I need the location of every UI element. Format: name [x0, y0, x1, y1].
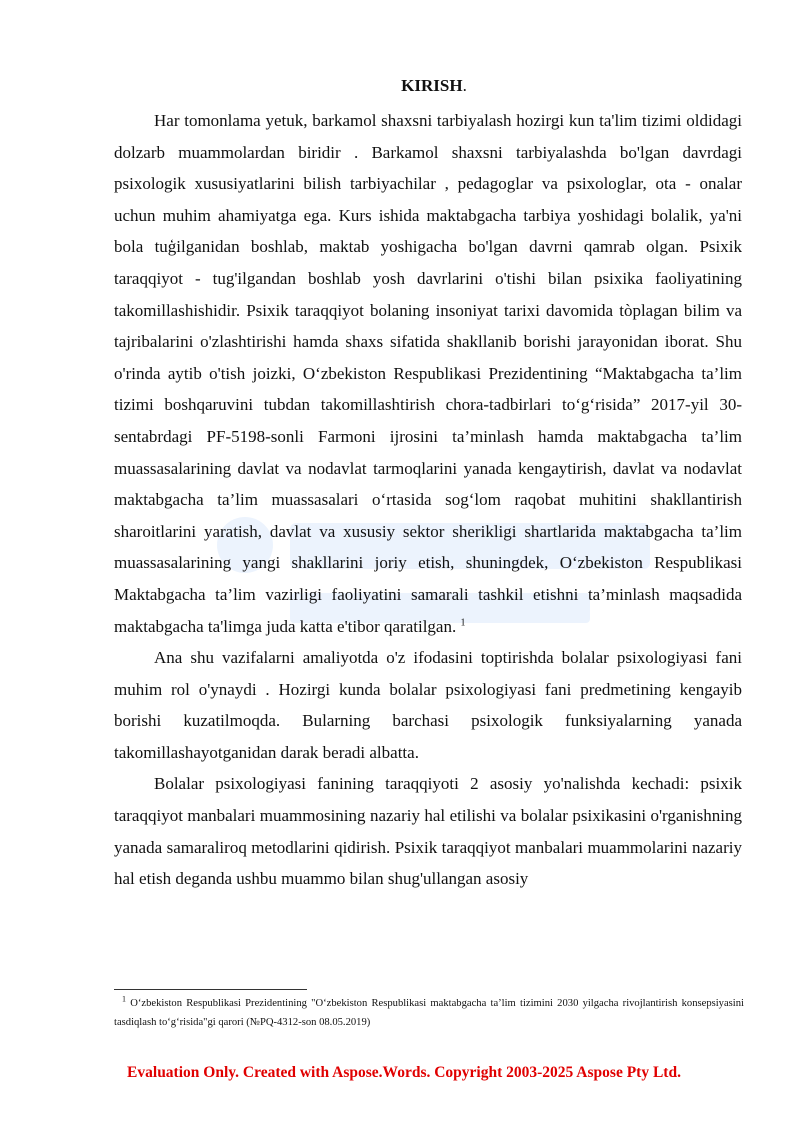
evaluation-notice: Evaluation Only. Created with Aspose.Words. Copyright 2003-2025 Aspose Pty Ltd.: [127, 1064, 681, 1081]
paragraph-3: Bolalar psixologiyasi fanining taraqqiyoti 2 asosiy yo'nalishda kechadi: psixik taraqqiyot manbalari muammosining nazariy hal etilishi va bolalar psixikasini o'rganishning yanada samaraliroq metodlarini qidirish. Psixik taraqqiyot manbalari muammolarini nazariy hal etish deganda ushbu muammo bilan shug'ullangan asosiy: [114, 774, 742, 889]
paragraph-1: [114, 105, 742, 642]
footnote-text: O‘zbekiston Respublikasi Prezidentining "O‘zbekiston Respublikasi maktabgacha ta’lim tizimini 2030 yilgacha rivojlantirish konsepsiyasini tasdiqlash to‘g‘risida"gi qarori (№PQ-4312-son 08.05.2019): [114, 998, 744, 1028]
title-period: .: [462, 76, 467, 95]
document-body: [114, 105, 742, 895]
paragraph-1-text: Har tomonlama yetuk, barkamol shaxsni tarbiyalash hozirgi kun ta'lim tizimi oldidagi dolzarb muammolardan biridir . Barkamol shaxsni tarbiyalashda bo'lgan davrdagi psixologik xususiyatlarini bilish tarbiyachilar , pedagoglar va psixologlar, ota - onalar uchun muhim ahamiyatga ega. Kurs ishida maktabgacha tarbiya yoshidagi bolalik, ya'ni bola tuģilganidan boshlab, maktab yoshigacha bo'lgan davrni qamrab olgan. Psixik taraqqiyot - tug'ilgandan boshlab yosh davrlarini o'tishi bilan psixika faoliyatining takomillashishidir. Psixik taraqqiyot bolaning insoniyat tarixi davomida tòplagan bilim va tajribalarini o'zlashtirishi hamda shaxs sifatida shakllanib borishi jarayonidan iborat. Shu o'rinda aytib o'tish joizki, O‘zbekiston Respublikasi Prezidentining “Maktabgacha ta’lim tizimi boshqaruvini tubdan takomillashtirish chora-tadbirlari to‘g‘risida” 2017-yil 30-sentabrdagi PF-5198-sonli Farmoni ijrosini ta’minlash hamda maktabgacha ta’lim muassasalarining davlat va nodavlat tarmoqlarini yanada kengaytirish, davlat va nodavlat maktabgacha ta’lim muassasalari o‘rtasida sog‘lom raqobat muhitini shakllantirish sharoitlarini yaratish, davlat va xususiy sektor sherikligi shartlarida maktabgacha ta’lim muassasalarining yangi shakllarini joriy etish, shuningdek, O‘zbekiston Respublikasi Maktabgacha ta’lim vazirligi faoliyatini samarali tashkil etishni ta’minlash maqsadida maktabgacha ta'limga juda katta e'tibor qaratilgan.: [114, 111, 742, 636]
footnote-separator: [114, 989, 307, 990]
page-title: KIRISH.: [401, 76, 467, 95]
footnote-number: 1: [122, 994, 126, 1004]
footnote-reference: 1: [460, 616, 466, 628]
footnote: [114, 994, 744, 1032]
paragraph-2: Ana shu vazifalarni amaliyotda o'z ifodasini toptirishda bolalar psixologiyasi fani muhim rol o'ynaydi . Hozirgi kunda bolalar psixologiyasi fani predmetining kengayib borishi kuzatilmoqda. Bularning barchasi psixologik funksiyalarning yanada takomillashayotganidan darak beradi albatta.: [114, 648, 742, 762]
